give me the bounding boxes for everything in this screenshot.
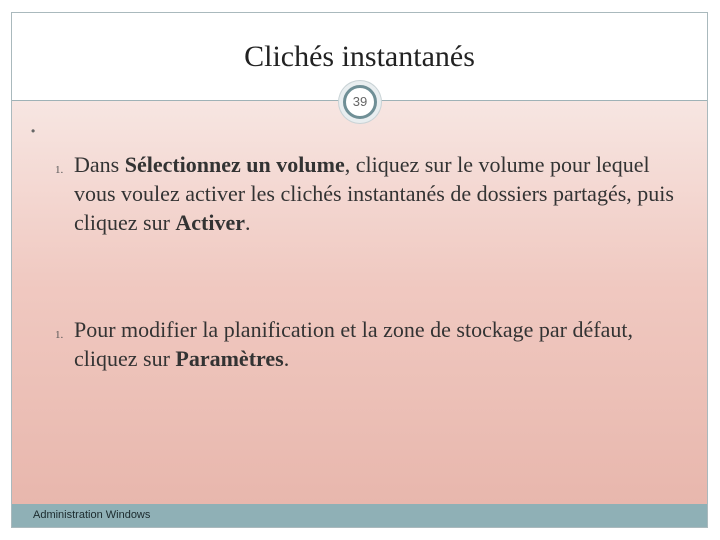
step-bold-text: Paramètres bbox=[175, 346, 284, 371]
step-text: . bbox=[245, 210, 251, 235]
step-number: 1. bbox=[55, 164, 64, 176]
step-item-1 bbox=[55, 150, 689, 237]
step-item-2 bbox=[55, 315, 689, 373]
step-bold-text: Activer bbox=[175, 210, 246, 235]
footer-text: Administration Windows bbox=[33, 509, 151, 521]
slide bbox=[11, 12, 708, 528]
step-text: Pour modifier la planification et la zone de stockage par défaut, cliquez sur bbox=[74, 317, 633, 371]
step-bold-text: Sélectionnez un volume bbox=[124, 152, 345, 177]
slide-number: 39 bbox=[343, 85, 377, 119]
empty-bullet: • bbox=[31, 124, 36, 138]
step-text: , cliquez sur le volume pour lequel vous voulez activer les clichés instantanés de dossiers partagés, puis cliquez sur bbox=[74, 152, 674, 235]
step-text: . bbox=[283, 346, 290, 371]
footer-bar bbox=[12, 504, 707, 528]
slide-number-badge bbox=[339, 81, 381, 123]
step-number: 1. bbox=[55, 329, 64, 341]
step-text: Dans bbox=[74, 152, 125, 177]
slide-title: Clichés instantanés bbox=[244, 40, 475, 73]
